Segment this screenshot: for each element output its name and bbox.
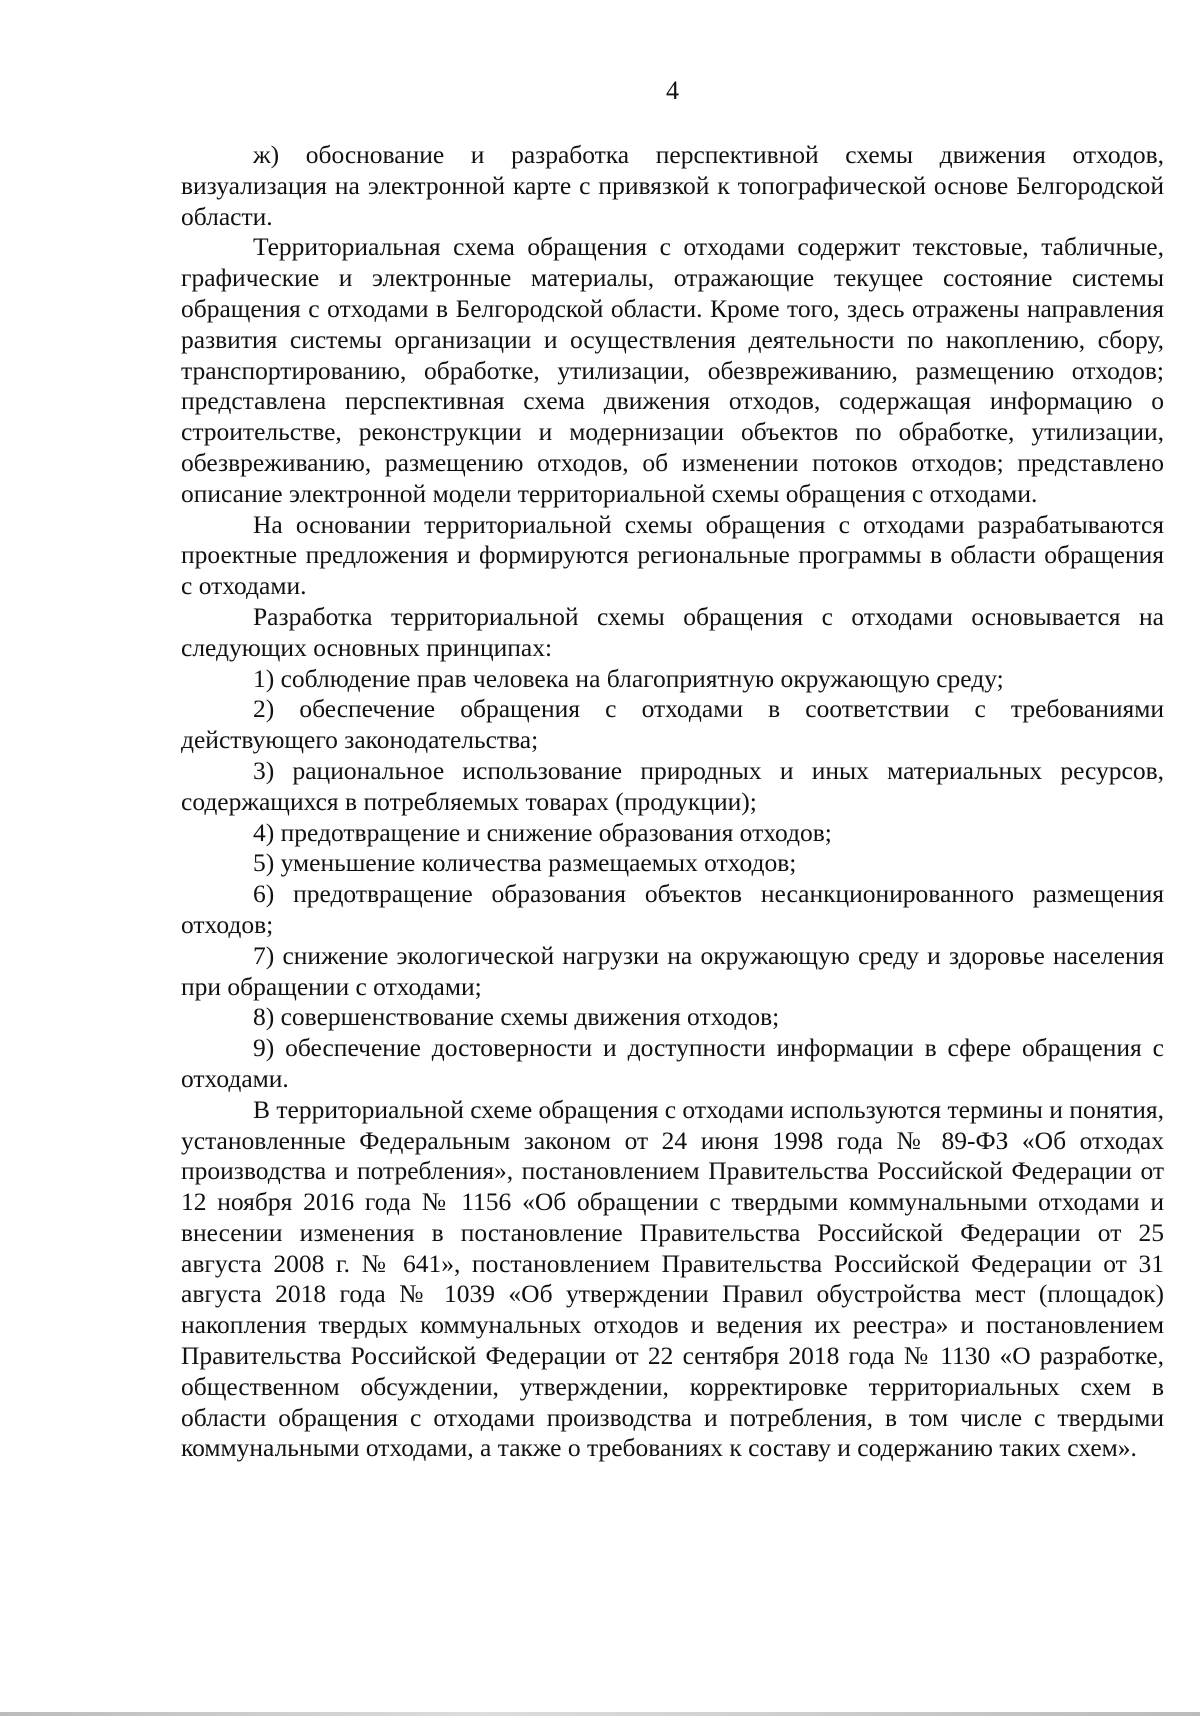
paragraph-terms-definitions: В территориальной схеме обращения с отходами используются термины и понятия, установленные Федеральным законом от 24 июня 1998 года № 89-ФЗ «Об отходах производства и потребления», постановлением Правительства Российской Федерации от 12 ноября 2016 года № 1156 «Об обращении с твердыми коммунальными отходами и внесении изменения в постановление Правительства Российской Федерации от 25 августа 2008 г. № 641», постановлением Правительства Российской Федерации от 31 августа 2018 года № 1039 «Об утверждении Правил обустройства мест (площадок) накопления твердых коммунальных отходов и ведения их реестра» и постановлением Правительства Российской Федерации от 22 сентября 2018 года № 1130 «О разработке, общественном обсуждении, утверждении, корректировке территориальных схем в области обращения с отходами производства и потребления, в том числе с твердыми коммунальными отходами, а также о требованиях к составу и содержанию таких схем». — [181, 1094, 1164, 1463]
paragraph-scheme-contents: Территориальная схема обращения с отходами содержит текстовые, табличные, графические и электронные материалы, отражающие текущее состояние системы обращения с отходами в Белгородской области. Кроме того, здесь отражены направления развития системы организации и осуществления деятельности по накоплению, сбору, транспортированию, обработке, утилизации, обезвреживанию, размещению отходов; представлена перспективная схема движения отходов, содержащая информацию о строительстве, реконструкции и модернизации объектов по обработке, утилизации, обезвреживанию, размещению отходов, об изменении потоков отходов; представлено описание электронной модели территориальной схемы обращения с отходами. — [181, 232, 1164, 508]
paragraph-item-zh: ж) обоснование и разработка перспективной схемы движения отходов, визуализация на электронной карте с привязкой к топографической основе Белгородской области. — [181, 140, 1164, 231]
paragraph-principles-intro: Разработка территориальной схемы обращения с отходами основывается на следующих основных принципах: — [181, 601, 1164, 662]
document-body — [181, 140, 1164, 1464]
principle-item-2: 2) обеспечение обращения с отходами в соответствии с требованиями действующего законодательства; — [181, 694, 1164, 755]
principle-item-4: 4) предотвращение и снижение образования отходов; — [253, 817, 832, 847]
principle-item-7: 7) снижение экологической нагрузки на окружающую среду и здоровье населения при обращении с отходами; — [181, 940, 1164, 1001]
principle-item-5: 5) уменьшение количества размещаемых отходов; — [253, 848, 797, 878]
principle-item-3: 3) рациональное использование природных и иных материальных ресурсов, содержащихся в потребляемых товарах (продукции); — [181, 755, 1164, 816]
paragraph-project-proposals: На основании территориальной схемы обращения с отходами разрабатываются проектные предложения и формируются региональные программы в области обращения с отходами. — [181, 509, 1164, 601]
principle-item-8: 8) совершенствование схемы движения отходов; — [253, 1002, 780, 1032]
scan-edge-divider — [0, 1712, 1200, 1716]
principle-item-9: 9) обеспечение достоверности и доступности информации в сфере обращения с отходами. — [181, 1033, 1164, 1093]
principle-item-6: 6) предотвращение образования объектов несанкционированного размещения отходов; — [181, 879, 1164, 939]
principle-item-1: 1) соблюдение прав человека на благоприятную окружающую среду; — [253, 663, 1004, 693]
page-number: 4 — [666, 76, 679, 105]
